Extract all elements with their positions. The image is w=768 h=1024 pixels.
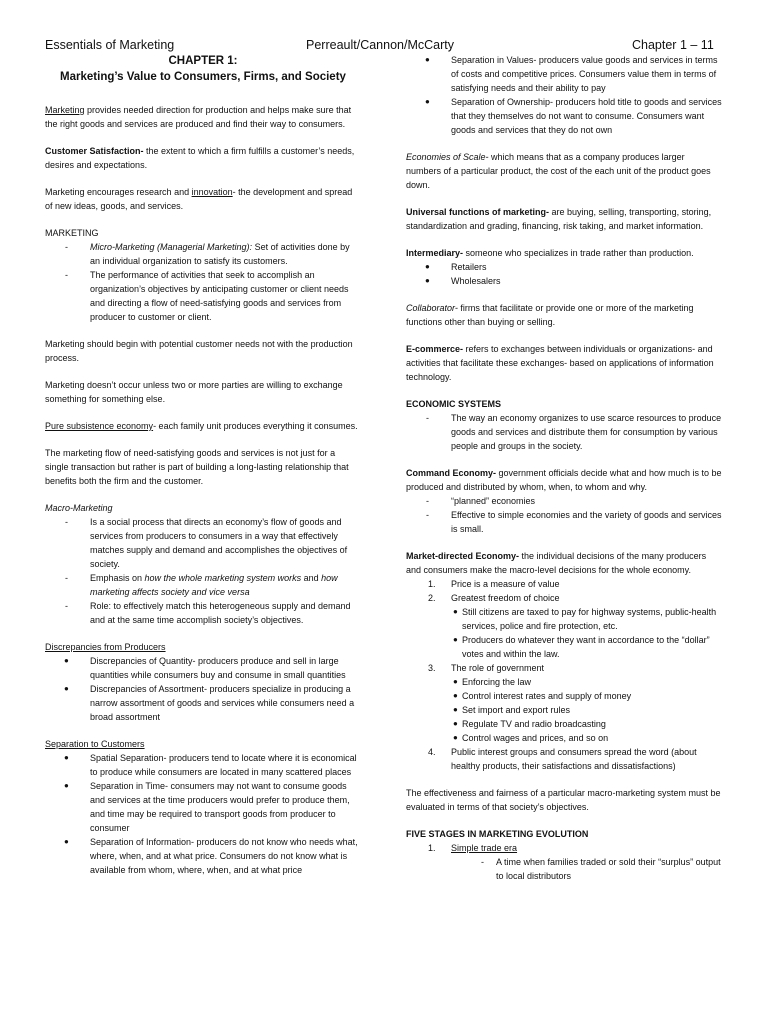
paragraph: Marketing should begin with potential customer needs not with the production process. <box>45 339 353 363</box>
list-item: ● Regulate TV and radio broadcasting <box>453 719 606 729</box>
list-item: 3. The role of government <box>428 663 545 673</box>
list-item: 4. Public interest groups and consumers spread the word (about healthy products, their satisfactions and dissatisfactions) <box>428 747 697 771</box>
market-directed-paragraph: Market-directed Economy- the individual decisions of the many producers and consumers make the macro-level decisions for the whole economy. <box>406 551 707 575</box>
header-chapter-page: Chapter 1 – 11 <box>632 38 714 52</box>
marketing-definition: Marketing provides needed direction for production and helps make sure that the right goods and services are produced and find their way to consumers. <box>45 105 352 129</box>
paragraph: The marketing flow of need-satisfying goods and services is not just for a single transaction but rather is part of building a long-lasting relationship that benefits both the firm and the customer. <box>45 448 349 486</box>
customer-satisfaction-definition: Customer Satisfaction- the extent to which a firm fulfills a customer’s needs, desires and expectations. <box>45 146 355 170</box>
list-item: - The way an economy organizes to use scarce resources to produce goods and services and distribute them for consumption by various people and groups in the society. <box>426 413 722 451</box>
header-authors: Perreault/Cannon/McCarty <box>306 38 454 52</box>
marketing-heading: MARKETING <box>45 228 99 238</box>
list-item: - Micro-Marketing (Managerial Marketing): Set of activities done by an individual organization to satisfy its customers. <box>65 242 350 266</box>
universal-functions-paragraph: Universal functions of marketing- are buying, selling, transporting, storing, standardization and grading, financing, risk taking, and market information. <box>406 207 712 231</box>
list-item: ● Discrepancies of Quantity- producers produce and sell in large quantities while consumers buy and consume in small quantities <box>64 656 346 680</box>
right-column <box>406 53 722 883</box>
list-item: ● Separation of Ownership- producers hold title to goods and services that they themselves do not want to consume. Consumers want goods and services that they do not own <box>425 97 722 135</box>
list-item: ● Discrepancies of Assortment- producers specialize in producing a narrow assortment of goods and services while consumers need a broad assortment <box>64 684 355 722</box>
list-item: ● Set import and export rules <box>453 705 571 715</box>
list-item: - The performance of activities that seek to accomplish an organization’s objectives by anticipating customer or client needs and directing a flow of need-satisfying goods and services from producer to customer or client. <box>65 270 349 322</box>
list-item: ● Spatial Separation- producers tend to locate where it is economical to produce while consumers are located in many scattered places <box>64 753 357 777</box>
economies-of-scale-paragraph: Economies of Scale- which means that as a company produces larger numbers of a particular product, the cost of the each unit of the product goes down. <box>406 152 711 190</box>
economic-systems-heading: ECONOMIC SYSTEMS <box>406 399 502 409</box>
list-item: 1. Price is a measure of value <box>428 579 560 589</box>
five-stages-heading: FIVE STAGES IN MARKETING EVOLUTION <box>406 829 589 839</box>
list-item: 1. Simple trade era <box>428 843 518 853</box>
header-course-title: Essentials of Marketing <box>45 38 175 52</box>
list-item: ● Enforcing the law <box>453 677 532 687</box>
list-item: - Effective to simple economies and the variety of goods and services is small. <box>426 510 722 534</box>
pure-subsistence-paragraph: Pure subsistence economy- each family unit produces everything it consumes. <box>45 421 358 431</box>
innovation-paragraph: Marketing encourages research and innovation- the development and spread of new ideas, goods, and services. <box>45 187 353 211</box>
list-item: ● Separation in Time- consumers may not want to consume goods and services at the time producers would prefer to produce them, and time may be required to transport goods from producer to consumer <box>64 781 350 833</box>
list-item: - Role: to effectively match this heterogeneous supply and demand and at the same time accomplish society’s objectives. <box>65 601 351 625</box>
discrepancies-heading: Discrepancies from Producers <box>45 642 166 652</box>
chapter-title: CHAPTER 1: Marketing’s Value to Consumers, Firms, and Society <box>60 55 346 83</box>
collaborator-paragraph: Collaborator- firms that facilitate or provide one or more of the marketing functions other than buying or selling. <box>406 303 694 327</box>
command-economy-paragraph: Command Economy- government officials decide what and how much is to be produced and distributed by whom, when, to whom and why. <box>406 468 722 492</box>
list-item: ● Producers do whatever they want in accordance to the “dollar” votes and within the law. <box>453 635 710 659</box>
intermediary-paragraph: Intermediary- someone who specializes in trade rather than production. <box>406 248 694 258</box>
list-item: ● Separation of Information- producers do not know who needs what, where, when, and at what price. Consumers do not know what is available from whom, where, when, and at what price <box>64 837 358 875</box>
macro-marketing-heading: Macro-Marketing <box>45 503 113 513</box>
list-item: ● Separation in Values- producers value goods and services in terms of costs and competitive prices. Consumers value them in terms of satisfying needs and their ability to pay <box>425 55 718 93</box>
left-column <box>45 53 361 877</box>
list-item: ● Wholesalers <box>425 276 501 286</box>
list-item: ● Still citizens are taxed to pay for highway systems, public-health services, police and fire protection, etc. <box>453 607 717 631</box>
paragraph: Marketing doesn’t occur unless two or more parties are willing to exchange something for something else. <box>45 380 343 404</box>
list-item: ● Control wages and prices, and so on <box>453 733 609 743</box>
list-item: ● Control interest rates and supply of money <box>453 691 632 701</box>
e-commerce-paragraph: E-commerce- refers to exchanges between individuals or organizations- and activities that facilitate these exchanges- based on applications of information technology. <box>406 344 714 382</box>
list-item: - A time when families traded or sold their “surplus” output to local distributors <box>481 857 721 881</box>
separation-heading: Separation to Customers <box>45 739 145 749</box>
list-item: - “planned” economies <box>426 496 536 506</box>
list-item: - Emphasis on how the whole marketing system works and how marketing affects society and vice versa <box>65 573 338 597</box>
paragraph: The effectiveness and fairness of a particular macro-marketing system must be evaluated in terms of that society’s objectives. <box>406 788 721 812</box>
list-item: 2. Greatest freedom of choice <box>428 593 560 603</box>
list-item: - Is a social process that directs an economy’s flow of goods and services from producers to consumers in a way that effectively matches supply and demand and accomplishes the objectives of society. <box>65 517 348 569</box>
list-item: ● Retailers <box>425 262 487 272</box>
